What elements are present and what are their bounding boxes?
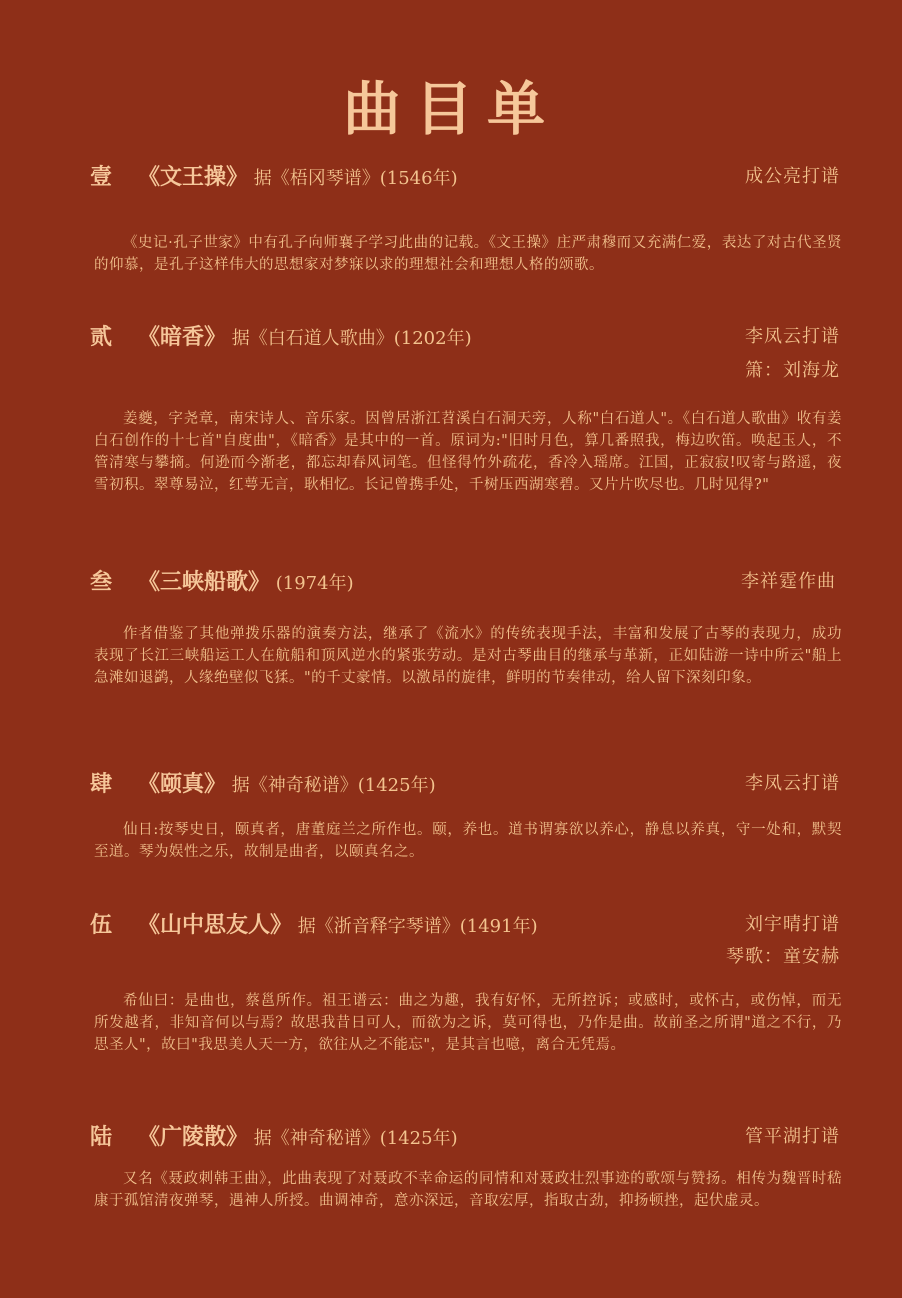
piece-description: 希仙曰：是曲也，蔡邕所作。祖王谱云：曲之为趣，我有好怀，无所控诉；或感时，或怀古，或伤悼，而无所发越者，非知音何以与焉？故思我昔日可人，而欲为之诉，莫可得也，乃作是曲。故前圣之所谓"道之不行，乃思圣人"，故曰"我思美人天一方，欲往从之不能忘"，是其言也噫，离合无凭焉。 <box>94 993 842 1053</box>
piece-number: 叁 <box>90 569 113 595</box>
piece-credit: 管平湖打谱 <box>745 1126 840 1147</box>
piece-number: 贰 <box>90 324 113 350</box>
piece-source: 据《神奇秘谱》(1425年) <box>231 775 436 796</box>
piece-source: (1974年) <box>275 573 354 594</box>
piece-heading <box>138 1120 458 1151</box>
piece-number: 壹 <box>90 164 113 190</box>
page-title: 曲目单 <box>342 75 559 143</box>
piece-heading <box>138 767 436 798</box>
piece-san-xia-chuan-ge <box>0 565 902 686</box>
piece-description: 姜夔，字尧章，南宋诗人、音乐家。因曾居浙江苕溪白石洞天旁，人称"白石道人"。《白石道人歌曲》收有姜白石创作的十七首"自度曲"，《暗香》是其中的一首。原词为:"旧时月色，算几番照我，梅边吹笛。唤起玉人，不管清寒与攀摘。何逊而今渐老，都忘却春风词笔。但怪得竹外疏花，香冷入瑶席。江国，正寂寂!叹寄与路遥，夜雪初积。翠尊易泣，红萼无言，耿相忆。长记曾携手处，千树压西湖寒碧。又片片吹尽也。几时见得?" <box>94 411 842 493</box>
piece-description: 仙日:按琴史日，颐真者，唐董庭兰之所作也。颐，养也。道书谓寡欲以养心，静息以养真，守一处和，默契至道。琴为娱性之乐，故制是曲者，以颐真名之。 <box>94 822 842 860</box>
piece-heading <box>138 160 458 191</box>
piece-header <box>0 1120 902 1150</box>
piece-source: 据《梧冈琴谱》(1546年) <box>253 168 458 189</box>
piece-an-xiang <box>0 320 902 493</box>
piece-source: 据《浙音释字琴谱》(1491年) <box>297 916 538 937</box>
piece-title: 《暗香》 <box>138 324 227 350</box>
piece-source: 据《白石道人歌曲》(1202年) <box>231 328 472 349</box>
piece-description: 又名《聂政刺韩王曲》，此曲表现了对聂政不幸命运的同情和对聂政壮烈事迹的歌颂与赞扬。相传为魏晋时嵇康于孤馆清夜弹琴，遇神人所授。曲调神奇，意亦深远，音取宏厚，指取古劲，抑扬顿挫，起伏虚灵。 <box>94 1171 842 1209</box>
piece-shan-zhong-si-you-ren <box>0 908 902 1053</box>
piece-source: 据《神奇秘谱》(1425年) <box>253 1128 458 1149</box>
piece-title: 《文王操》 <box>138 164 249 190</box>
piece-header <box>0 160 902 190</box>
piece-guang-ling-san <box>0 1120 902 1209</box>
piece-header <box>0 320 902 381</box>
piece-number: 肆 <box>90 771 113 797</box>
piece-header <box>0 908 902 967</box>
piece-heading <box>138 320 472 351</box>
piece-performer-credit: 琴歌：童安赫 <box>726 946 840 967</box>
piece-description: 作者借鉴了其他弹拨乐器的演奏方法，继承了《流水》的传统表现手法，丰富和发展了古琴的表现力，成功表现了长江三峡船运工人在航船和顶风逆水的紧张劳动。是对古琴曲目的继承与革新，正如陆游一诗中所云"船上急滩如退鹢，人缘绝壁似飞猱。"的千丈豪情。以激昂的旋律，鲜明的节奏律动，给人留下深刻印象。 <box>94 626 842 686</box>
piece-performer-credit: 箫：刘海龙 <box>745 360 840 381</box>
piece-header <box>0 565 902 595</box>
piece-title: 《颐真》 <box>138 771 227 797</box>
piece-credit: 刘宇晴打谱 <box>745 914 840 935</box>
piece-credit: 成公亮打谱 <box>745 166 840 187</box>
piece-heading <box>138 565 354 596</box>
piece-heading <box>138 908 538 939</box>
piece-credit: 李凤云打谱 <box>745 773 840 794</box>
piece-description: 《史记·孔子世家》中有孔子向师襄子学习此曲的记载。《文王操》庄严肃穆而又充满仁爱，表达了对古代圣贤的仰慕，是孔子这样伟大的思想家对梦寐以求的理想社会和理想人格的颂歌。 <box>94 235 842 273</box>
piece-title: 《山中思友人》 <box>138 912 293 938</box>
piece-credit: 李祥霆作曲 <box>741 571 836 592</box>
piece-title: 《三峡船歌》 <box>138 569 271 595</box>
piece-credit: 李凤云打谱 <box>745 326 840 347</box>
piece-wen-wang-cao <box>0 160 902 273</box>
piece-yi-zhen <box>0 767 902 860</box>
piece-number: 陆 <box>90 1124 113 1150</box>
piece-header <box>0 767 902 797</box>
piece-number: 伍 <box>90 912 113 938</box>
piece-title: 《广陵散》 <box>138 1124 249 1150</box>
